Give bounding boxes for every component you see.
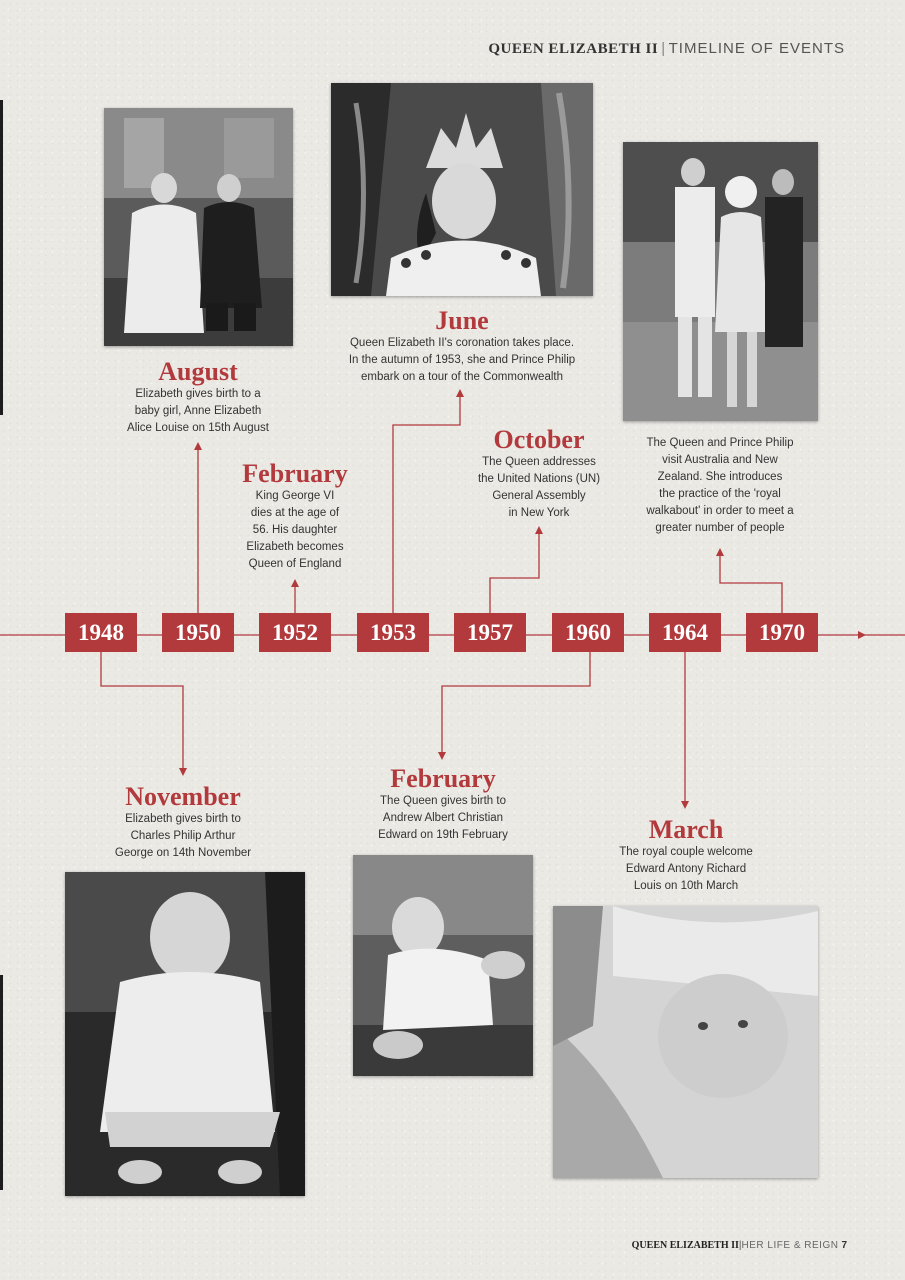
event-october-1957 [459, 426, 619, 522]
year-badge: 1964 [649, 613, 721, 652]
event-description [586, 844, 786, 895]
year-badge: 1960 [552, 613, 624, 652]
event-line: In the autumn of 1953, she and Prince Philip [348, 354, 576, 366]
event-line: Alice Louise on 15th August [127, 422, 269, 434]
event-month: February [242, 459, 348, 488]
header-title: QUEEN ELIZABETH II [488, 41, 659, 57]
event-february-1960 [343, 765, 543, 844]
event-line: greater number of people [655, 522, 785, 534]
event-line: visit Australia and New [662, 454, 778, 466]
footer-title: QUEEN ELIZABETH II [631, 1240, 739, 1251]
event-line: King George VI [255, 490, 335, 502]
event-line: embark on a tour of the Commonwealth [361, 371, 563, 383]
event-line: Elizabeth gives birth to [125, 813, 241, 825]
event-line: baby girl, Anne Elizabeth [134, 405, 262, 417]
event-description [225, 488, 365, 573]
header-subtitle: TIMELINE OF EVENTS [668, 40, 845, 57]
event-line: The royal couple welcome [619, 846, 753, 858]
event-line: Edward on 19th February [378, 829, 508, 841]
connector-1957 [490, 530, 539, 613]
event-line: Andrew Albert Christian [382, 812, 504, 824]
footer-separator: | [738, 1240, 742, 1251]
event-line: George on 14th November [114, 847, 252, 859]
event-description [98, 386, 298, 437]
year-badge: 1952 [259, 613, 331, 652]
event-description [83, 811, 283, 862]
event-line: Edward Antony Richard [625, 863, 747, 875]
header-separator: | [661, 40, 666, 57]
year-badge: 1970 [746, 613, 818, 652]
event-royal-tour-1970 [620, 435, 820, 537]
event-line: dies at the age of [250, 507, 340, 519]
photo-baby-andrew [353, 855, 533, 1076]
event-line: the practice of the 'royal [659, 488, 781, 500]
connector-1948 [101, 652, 183, 772]
photo-baby-charles [65, 872, 305, 1196]
event-line: walkabout' in order to meet a [646, 505, 794, 517]
connector-1960 [442, 652, 590, 756]
event-line: Charles Philip Arthur [130, 830, 236, 842]
event-line: Elizabeth becomes [246, 541, 344, 553]
event-march-1964 [586, 816, 786, 895]
event-line: Elizabeth gives birth to a [135, 388, 261, 400]
event-description [459, 454, 619, 522]
event-line: General Assembly [492, 490, 586, 502]
event-line: The Queen and Prince Philip [646, 437, 794, 449]
event-month: February [390, 764, 496, 793]
photo-coronation [331, 83, 593, 296]
event-november-1948 [83, 783, 283, 862]
page-header [488, 40, 845, 58]
event-line: in New York [508, 507, 570, 519]
photo-baby-edward [553, 906, 818, 1178]
event-description [620, 435, 820, 537]
connector-1970 [720, 552, 782, 613]
event-line: Zealand. She introduces [657, 471, 783, 483]
event-month: August [158, 357, 238, 386]
event-line: The Queen addresses [482, 456, 596, 468]
year-badge: 1957 [454, 613, 526, 652]
page-number: 7 [841, 1240, 847, 1251]
gutter-mark-top [0, 100, 3, 415]
page-footer [632, 1240, 847, 1251]
event-line: the United Nations (UN) [477, 473, 601, 485]
event-august-1950 [98, 358, 298, 437]
event-line: Queen Elizabeth II's coronation takes place. [349, 337, 575, 349]
photo-royal-walkabout [623, 142, 818, 421]
event-description [343, 793, 543, 844]
event-description [322, 335, 602, 386]
event-june-1953 [322, 307, 602, 386]
event-line: Queen of England [248, 558, 342, 570]
event-month: June [435, 306, 489, 335]
event-month: November [125, 782, 241, 811]
year-badge: 1948 [65, 613, 137, 652]
event-month: March [648, 815, 724, 844]
event-february-1952 [225, 460, 365, 573]
footer-subtitle: HER LIFE & REIGN [741, 1240, 839, 1251]
event-month: October [493, 425, 585, 454]
event-line: 56. His daughter [252, 524, 338, 536]
event-line: The Queen gives birth to [380, 795, 506, 807]
year-badge: 1950 [162, 613, 234, 652]
year-badge: 1953 [357, 613, 429, 652]
gutter-mark-bottom [0, 975, 3, 1190]
photo-couple-with-baby [104, 108, 293, 346]
event-line: Louis on 10th March [633, 880, 739, 892]
connector-1953 [393, 393, 460, 613]
